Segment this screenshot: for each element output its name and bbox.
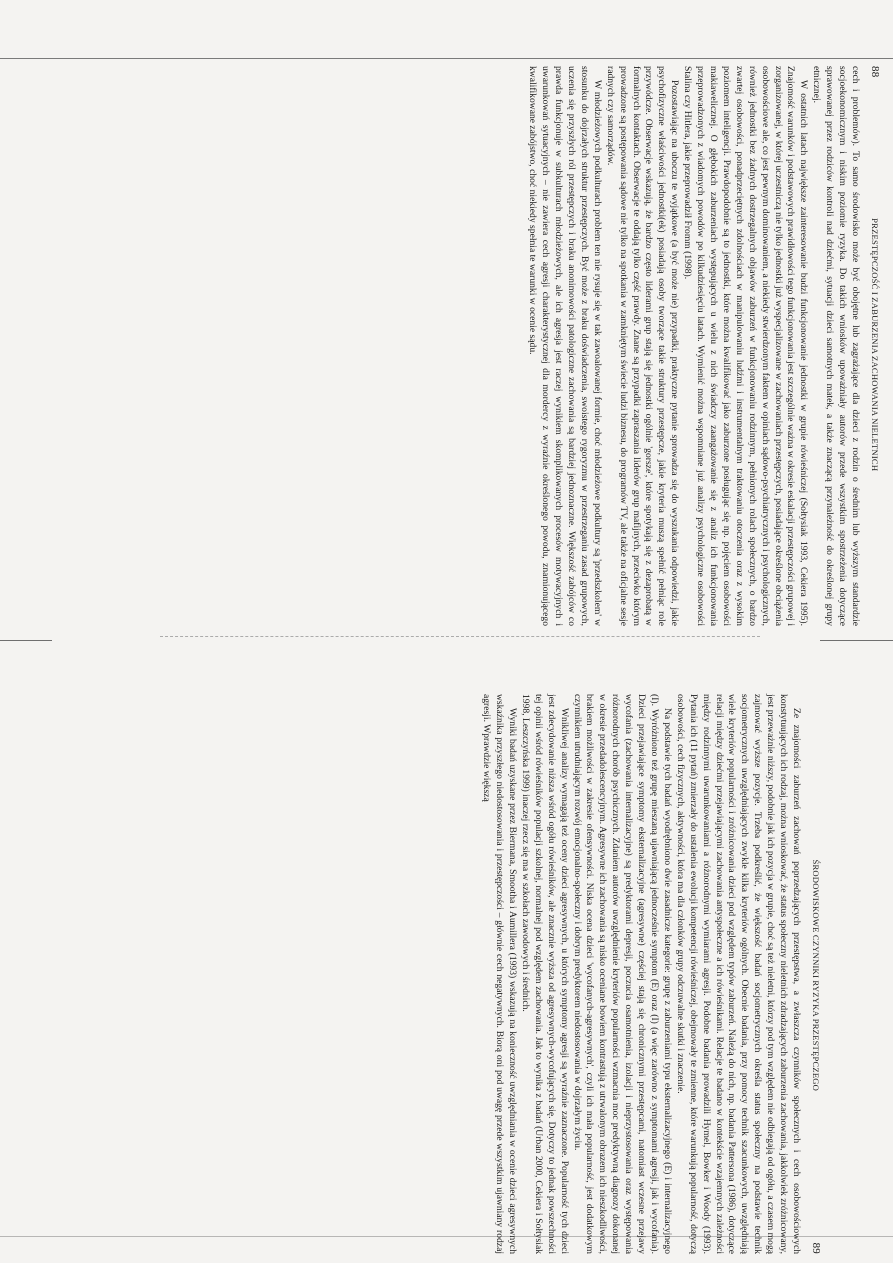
header-title: PRZESTĘPCZOŚĆ I ZABURZENIA ZACHOWANIA NIELETNICH	[870, 218, 880, 472]
paragraph: Wnikliwej analizy wymagają też oceny dzieci agresywnych, u których symptomy agresji są wyraźnie zaznaczone. Popularność tych dzieci jest zdecydowanie niższa wśród ogółu rówieśników, ale znacznie wyższa od agresywnych-wycofujących się. Dotyczy to jednak powszechności tej opinii wśród rówieśników populacji szkolnej, normalnej pod względem zachowania. Jak to wynika z badań (Urban 2000, Cekiera i Sołtysiak 1998, Leszczyńska 1999) inaczej rzecz się ma w szkołach zawodowych i średnich.	[519, 694, 570, 1254]
page-88	[181, 66, 881, 626]
top-edge-line	[0, 58, 893, 59]
paragraph: Pozostawiając na uboczu te wyjątkowe (a być może nie) przypadki, praktyczne pytanie sprowadza się do wyszukania odpowiedzi, jakie psychofizyczne właściwości jednostki(ek) posiadają osoby tworzące takie struktury przestępcze, jakie kryteria muszą spełnić pełniąc role przywódcze. Obserwacje wskazują, że bardzo często liderami grup stają się jednostki ogólnie 'gorsze', które spotykają się z dezaprobatą w formalnych kontaktach. Obserwacje te oddają tylko część prawdy. Znane są przypadki zapraszania liderów grup mafijnych, przeciwko którym prowadzone są postępowania sądowe nie tylko na spotkania w zamkniętym świecie ludzi biznesu, do programów TV, ale także na oficjalne sesje radnych czy samorządów.	[604, 66, 681, 626]
paragraph: Wyniki badań uzyskane przez Biermana, Smootha i Aumillera (1993) wskazują na konieczność uwzględniania w ocenie dzieci agresywnych wskaźnika przyszłego niedostosowania i przestępczości – głównie cech negatywnych. Biorą oni pod uwagę przede wszystkim ujawniany rodzaj agresji. Wprawdzie większą	[481, 694, 519, 1254]
paragraph: W młodzieżowych podkulturach problem ten nie rysuje się w tak zawoalowanej formie, choć młodzieżowe podkultury są 'przedszkolem' w stosunku do dojrzałych struktur przestępczych. Być może z braku doświadczenia, swoistego rygoryzmu w przestrzeganiu zasad grupowych, uczenia się przyszłych ról przestępczych i braku anonimowości patologiczne zachowania są bardziej jednoznaczne. Większość zabójców co prawda funkcjonuje w subkulturach młodzieżowych, ale ich agresja jest raczej wynikiem skomplikowanych procesów motywacyjnych i uwarunkowań sytuacyjnych – nie zawiera cech agresji charakterystycznej dla mordercy z wyraźnie określonego powodu, znamionującego kwalifikowane zabójstwo, choć niekiedy spełnia te warunki w ocenie sądu.	[527, 66, 603, 626]
edge-mark	[0, 640, 52, 641]
page-number: 88	[869, 66, 881, 78]
page-number: 89	[810, 1242, 822, 1254]
page-fold	[160, 636, 760, 647]
paragraph: cech i problemów). To samo środowisko może być obojętne lub zagrażające dla dzieci z rodzin o średnim lub wyższym standardzie socjoekonomicznym i niskim poziomie ryzyka. Do takich wniosków upoważniały autorów przede wszystkim spostrzeżenia dotyczące sprawowanej przez rodziców kontroli nad dziećmi, sytuacji dzieci samotnych matek, a także znaczącą przynależność do określonej grupy etnicznej.	[811, 66, 861, 626]
header-title: ŚRODOWISKOWE CZYNNIKI RYZYKA PRZESTĘPCZEGO	[811, 859, 821, 1092]
running-header	[808, 694, 822, 1254]
paragraph: Ze znajomości zaburzeń zachowań poprzedzających przestępstwa, a zwłaszcza czynników społecznych i cech osobowościowych konstytuujących ich rodzaj, można wnioskować, że status społeczny nieletnich zdradzających zaburzenia zachowania, jakkolwiek zróżnicowany, jest przeważnie niższy, podobnie jak ich pozycja w grupie, choć są też nieletni, którzy pod tym względem nie odbiegają od ogółu, a czasem mogą zajmować wyższe pozycje. Trzeba podkreślić, że większość badań socjometrycznych określa status społeczny na podstawie technik socjometrycznych uwzględniających zwykle kilka kryteriów ogólnych. Obecnie badania, przy pomocy technik szacunkowych, uwzględniają wiele kryteriów popularności i zróżnicowania dzieci pod względem typów zaburzeń. Należą do nich, np. badania Pattersona (1986), dotyczące relacji między dziećmi przejawiającymi zachowania antyspołeczne a ich rówieśnikami. Relacje te badano w kontekście wzajemnych zależności między rodzinnymi uwarunkowaniami a różnorodnymi wymiarami agresji. Podobne badania prowadzili Hymel, Bowker i Woody (1993). Pytania ich (11 pytań) zmierzały do ustalenia ewolucji kompetencji rówieśniczej, obejmowały te zmienne, które warunkują popularność, dotyczą osobowości, cech fizycznych, aktywności, która ma dla członków grupy odczuwalne skutki i znaczenie.	[674, 694, 802, 1254]
edge-mark	[820, 640, 893, 641]
page-89	[122, 694, 822, 1254]
paragraph: Na podstawie tych badań wyodrębniono dwie zasadnicze kategorie: grupę z zaburzeniami typu eksternalizacyjnego (E) i internalizacyjnego (I). Wyróżniono też grupę mieszaną ujawniającą jednocześnie symptom (E) oraz (I) (a więc zarówno z symptomami agresji, jak i wycofania). Dzieci przejawiające symptomy eksternalizacyjne (agresywne) częściej stają się chronicznymi przestępcami, natomiast wczesne przejawy wycofania (zachowania internalizacyjne) są predyktorami depresji, poczucia osamotnienia, izolacji i nieprzystosowania oraz występowania różnorodnych chorób psychicznych. Zdaniem autorów uwzględnienie kryteriów popularności wzmacnia moc predyktywną diagnozy dokonanej w okresie przedadolescencyjnym. Agresywne ich zachowania są nisko oceniane bowiem kontrastują z utrwalonym obrazem ich nieszkodliwości, brakiem możliwości w zakresie ofensywności. Niska ocena dzieci 'wycofanych-agresywnych', czyli ich mała popularność, jest dodatkowym czynnikiem utrudniającym rozwój emocjonalno-społeczny i dobrym predyktorem niedostosowania w dojrzałym życiu.	[571, 694, 673, 1254]
paragraph: W ostatnich latach największe zainteresowanie budzi funkcjonowanie jednostki w grupie rówieśniczej (Sołtysiak 1993, Cekiera 1995). Znajomość warunków i podstawowych prawidłowości tego funkcjonowania jest szczególnie ważna w okresie eskalacji przestępczości grupowej i zorganizowanej, w której uczestniczą nie tylko jednostki już wyspecjalizowane w zachowaniach przestępczych, posiadające określone obciążenia osobowościowe ale, co jest pewnym dominowaniem, a niekiedy stwierdzonym faktem w opiniach sądowo-psychiatrycznych i psychologicznych, również jednostki bez żadnych dostrzegalnych objawów zaburzeń w funkcjonowaniu rodzinnym, pełnionych rolach społecznych, o bardzo zwartej osobowości, ponadprzeciętnych zdolnościach w manipulowaniu ludźmi i instrumentalnym traktowaniu otoczenia oraz z wysokim poziomem inteligencji. Prawdopodobnie są to jednostki, które można kwalifikować jako zaburzone posługując się np. pojęciem osobowości makiawelicznej. O głębokich zaburzeniach występujących u wielu z nich świadczy zaangażowanie się z analiz ich funkcjonowania przeprowadzonych z wiadomych powodów po kilkudziesięciu latach. Wymienić można wspomniane już analizy psychologiczne osobowości Stalina czy Hitlera, jakie przeprowadził Fromm (1998).	[682, 66, 810, 626]
running-header	[867, 66, 881, 626]
